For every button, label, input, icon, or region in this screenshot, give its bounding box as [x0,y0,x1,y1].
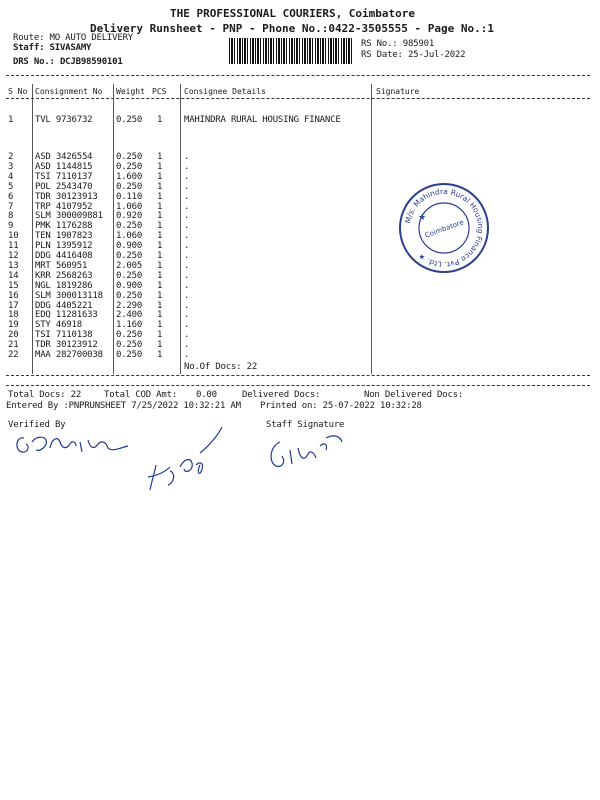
row-sno: 10 [8,231,19,242]
row-pcs: 1 [157,270,163,281]
total-docs: Total Docs: 22 [8,390,82,400]
row-pcs: 1 [157,350,163,360]
row-sno: 16 [8,290,19,301]
row-consignment-no: PMK 1176288 [35,221,93,232]
row-pcs: 1 [157,181,163,192]
row-sno: 2 [8,152,14,162]
staff-label: Staff: SIVASAMY [13,43,92,53]
row-consignee: . [184,280,190,291]
verified-by-label: Verified By [8,420,66,430]
row-consignment-no: TDR 30123913 [35,191,98,202]
row-consignment-no: SLM 300013118 [35,290,103,301]
row-consignment-no: STY 46918 [35,320,82,331]
column-header-separator [6,98,590,99]
row-pcs: 1 [157,260,163,271]
drs-number: DRS No.: DCJB98590101 [13,57,123,67]
row-sno: 4 [8,171,14,182]
verifier-initial-signature [140,425,230,500]
row-consignee: . [184,340,190,351]
row-weight: 0.110 [116,191,143,202]
row-sno: 12 [8,251,19,261]
row-pcs: 1 [157,300,163,311]
row-pcs: 1 [157,310,163,321]
row-pcs: 1 [157,280,163,291]
row-consignee: . [184,320,190,331]
row-weight: 0.250 [116,221,143,232]
row-pcs: 1 [157,115,163,125]
row-consignment-no: TSI 7110138 [35,330,93,341]
row-consignee: . [184,181,190,192]
row-consignment-no: DDG 4416408 [35,251,93,261]
row-pcs: 1 [157,201,163,212]
row-weight: 0.250 [116,340,143,351]
row-pcs: 1 [157,251,163,261]
rs-number: RS No.: 985901 [361,39,435,49]
row-consignee: . [184,231,190,242]
row-consignment-no: MRT 560951 [35,260,88,271]
row-consignee: . [184,221,190,232]
row-pcs: 1 [157,320,163,331]
row-sno: 18 [8,310,19,321]
row-consignment-no: MAA 282700038 [35,350,103,360]
row-sno: 8 [8,211,14,222]
delivered-docs: Delivered Docs: [242,390,321,400]
row-consignee: . [184,290,190,301]
row-pcs: 1 [157,171,163,182]
row-sno: 19 [8,320,19,331]
row-consignment-no: PLN 1395912 [35,241,93,252]
row-pcs: 1 [157,211,163,222]
row-weight: 0.920 [116,211,143,222]
route-label: Route: MO AUTO DELIVERY [13,33,134,43]
company-name: THE PROFESSIONAL COURIERS, Coimbatore [170,7,416,20]
row-consignment-no: ASD 3426554 [35,152,93,162]
row-sno: 7 [8,201,14,212]
row-consignment-no: TRP 4107952 [35,201,93,212]
row-consignment-no: NGL 1819286 [35,280,93,291]
row-consignee: . [184,270,190,281]
column-divider [371,84,372,374]
verifier-signature [10,430,140,460]
row-sno: 3 [8,161,14,172]
row-pcs: 1 [157,161,163,172]
row-weight: 2.400 [116,310,143,321]
row-weight: 0.250 [116,251,143,261]
row-pcs: 1 [157,290,163,301]
row-weight: 0.250 [116,152,143,162]
row-sno: 9 [8,221,14,232]
sheet-title: Delivery Runsheet - PNP - Phone No.:0422-3505555 - Page No.:1 [90,22,494,35]
non-delivered-docs: Non Delivered Docs: [364,390,464,400]
row-consignee: . [184,350,190,360]
row-pcs: 1 [157,191,163,202]
row-consignee: . [184,300,190,311]
col-header-weight: Weight [116,87,145,96]
col-header-pcs: PCS [152,87,167,96]
svg-text:★: ★ [418,213,427,223]
column-divider [113,84,114,374]
row-consignment-no: TSI 7110137 [35,171,93,182]
row-consignment-no: TDR 30123912 [35,340,98,351]
row-weight: 0.250 [116,270,143,281]
svg-text:Coimbatore: Coimbatore [423,218,465,240]
row-weight: 0.250 [116,181,143,192]
row-weight: 0.900 [116,241,143,252]
row-consignment-no: SLM 300009881 [35,211,103,222]
row-pcs: 1 [157,340,163,351]
row-weight: 0.900 [116,280,143,291]
row-pcs: 1 [157,241,163,252]
row-consignee: . [184,152,190,162]
row-weight: 1.060 [116,201,143,212]
row-consignee: . [184,211,190,222]
row-consignee: . [184,251,190,261]
row-consignee: MAHINDRA RURAL HOUSING FINANCE [184,115,341,125]
row-pcs: 1 [157,221,163,232]
row-sno: 21 [8,340,19,351]
row-weight: 0.250 [116,290,143,301]
row-sno: 1 [8,115,14,125]
row-consignment-no: KRR 2568263 [35,270,93,281]
header-separator [6,75,590,76]
row-sno: 5 [8,181,14,192]
row-consignment-no: EDQ 11281633 [35,310,98,321]
row-consignee: . [184,161,190,172]
row-weight: 0.250 [116,330,143,341]
company-stamp [396,180,492,276]
row-sno: 6 [8,191,14,202]
col-header-signature: Signature [376,87,420,96]
row-pcs: 1 [157,231,163,242]
column-divider [180,84,181,374]
staff-signature [262,432,352,477]
row-weight: 1.160 [116,320,143,331]
row-weight: 2.005 [116,260,143,271]
row-weight: 0.250 [116,161,143,172]
row-weight: 1.600 [116,171,143,182]
svg-text:M/s. Mahindra Rural Housing Fi: M/s. Mahindra Rural Housing Finance Pvt. Ltd. ★ [403,186,486,270]
row-weight: 2.290 [116,300,143,311]
row-weight: 0.250 [116,350,143,360]
col-header-consignee: Consignee Details [184,87,266,96]
row-consignment-no: DDG 4405221 [35,300,93,311]
staff-signature-label: Staff Signature [266,420,345,430]
total-cod-value: 0.00 [196,390,217,400]
row-consignee: . [184,241,190,252]
row-consignee: . [184,191,190,202]
footer-separator [6,375,590,376]
total-cod-label: Total COD Amt: [104,390,178,400]
printed-on: Printed on: 25-07-2022 10:32:28 [260,401,422,411]
row-sno: 22 [8,350,19,360]
row-consignee: . [184,171,190,182]
row-consignment-no: POL 2543470 [35,181,93,192]
row-consignee: . [184,310,190,321]
row-weight: 1.060 [116,231,143,242]
row-sno: 17 [8,300,19,311]
barcode [229,38,352,64]
row-sno: 20 [8,330,19,341]
row-pcs: 1 [157,330,163,341]
column-divider [32,84,33,374]
row-consignment-no: TEN 1907823 [35,231,93,242]
entered-by: Entered By :PNPRUNSHEET 7/25/2022 10:32:21 AM [6,401,241,411]
col-header-sno: S No [8,87,28,96]
row-weight: 0.250 [116,115,143,125]
col-header-consignment: Consignment No [35,87,103,96]
row-sno: 13 [8,260,19,271]
row-consignment-no: TVL 9736732 [35,115,93,125]
no-of-docs: No.Of Docs: 22 [184,362,258,372]
row-consignee: . [184,201,190,212]
row-sno: 14 [8,270,19,281]
rs-date: RS Date: 25-Jul-2022 [361,50,466,60]
row-consignee: . [184,260,190,271]
row-sno: 11 [8,241,19,252]
footer-separator [6,385,590,386]
row-consignment-no: ASD 1144815 [35,161,93,172]
row-pcs: 1 [157,152,163,162]
row-consignee: . [184,330,190,341]
row-sno: 15 [8,280,19,291]
